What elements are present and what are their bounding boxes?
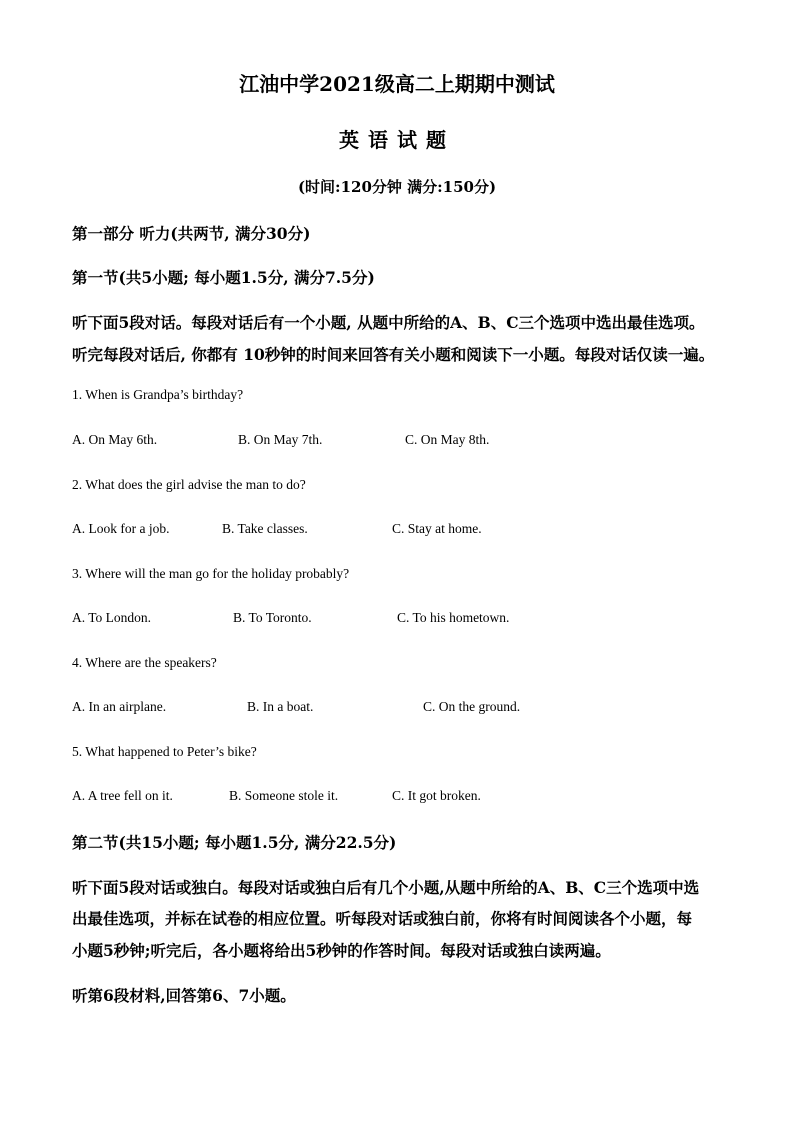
option-b: B. To Toronto. <box>233 610 312 625</box>
option-b: B. Someone stole it. <box>229 788 339 803</box>
section-one-instruction-line: 听完每段对话后, 你都有 10秒钟的时间来回答有关小题和阅读下一小题。每段对话仅读一遍。 <box>72 345 715 364</box>
option-c: C. Stay at home. <box>392 521 482 536</box>
section-two-heading: 第二节(共15小题; 每小题1.5分, 满分22.5分) <box>72 833 397 852</box>
exam-time-info: (时间:120分钟 满分:150分) <box>297 178 497 196</box>
question-text: 2. What does the girl advise the man to do? <box>72 477 306 492</box>
option-b: B. On May 7th. <box>238 432 323 447</box>
section-one-instruction-line: 听下面5段对话。每段对话后有一个小题, 从题中所给的A、B、C三个选项中选出最佳选项。 <box>72 313 705 332</box>
option-a: A. On May 6th. <box>72 432 158 447</box>
question-text: 5. What happened to Peter’s bike? <box>72 744 257 759</box>
material-note: 听第6段材料,回答第6、7小题。 <box>72 986 296 1005</box>
option-a: A. A tree fell on it. <box>72 788 173 803</box>
option-c: C. To his hometown. <box>397 610 510 625</box>
option-c: C. On May 8th. <box>405 432 490 447</box>
question-text: 4. Where are the speakers? <box>72 655 217 670</box>
option-b: B. In a boat. <box>247 699 314 714</box>
option-b: B. Take classes. <box>222 521 308 536</box>
section-one-heading: 第一节(共5小题; 每小题1.5分, 满分7.5分) <box>72 268 375 287</box>
option-a: A. In an airplane. <box>72 699 167 714</box>
section-two-instruction-line: 听下面5段对话或独白。每段对话或独白后有几个小题,从题中所给的A、B、C三个选项中选 <box>72 878 700 897</box>
option-c: C. On the ground. <box>423 699 521 714</box>
section-two-instruction-line: 出最佳选项，并标在试卷的相应位置。听每段对话或独白前，你将有时间阅读各个小题，每 <box>72 909 693 928</box>
part-one-heading: 第一部分 听力(共两节, 满分30分) <box>72 224 311 243</box>
question-text: 1. When is Grandpa’s birthday? <box>72 387 244 402</box>
option-a: A. Look for a job. <box>72 521 170 536</box>
exam-title: 江油中学2021级高二上期期中测试 <box>239 72 555 96</box>
exam-subject: 英语试题 <box>339 128 455 152</box>
option-a: A. To London. <box>72 610 152 625</box>
option-c: C. It got broken. <box>392 788 481 803</box>
section-two-instruction-line: 小题5秒钟;听完后，各小题将给出5秒钟的作答时间。每段对话或独白读两遍。 <box>72 941 611 960</box>
question-text: 3. Where will the man go for the holiday probably? <box>72 566 350 581</box>
